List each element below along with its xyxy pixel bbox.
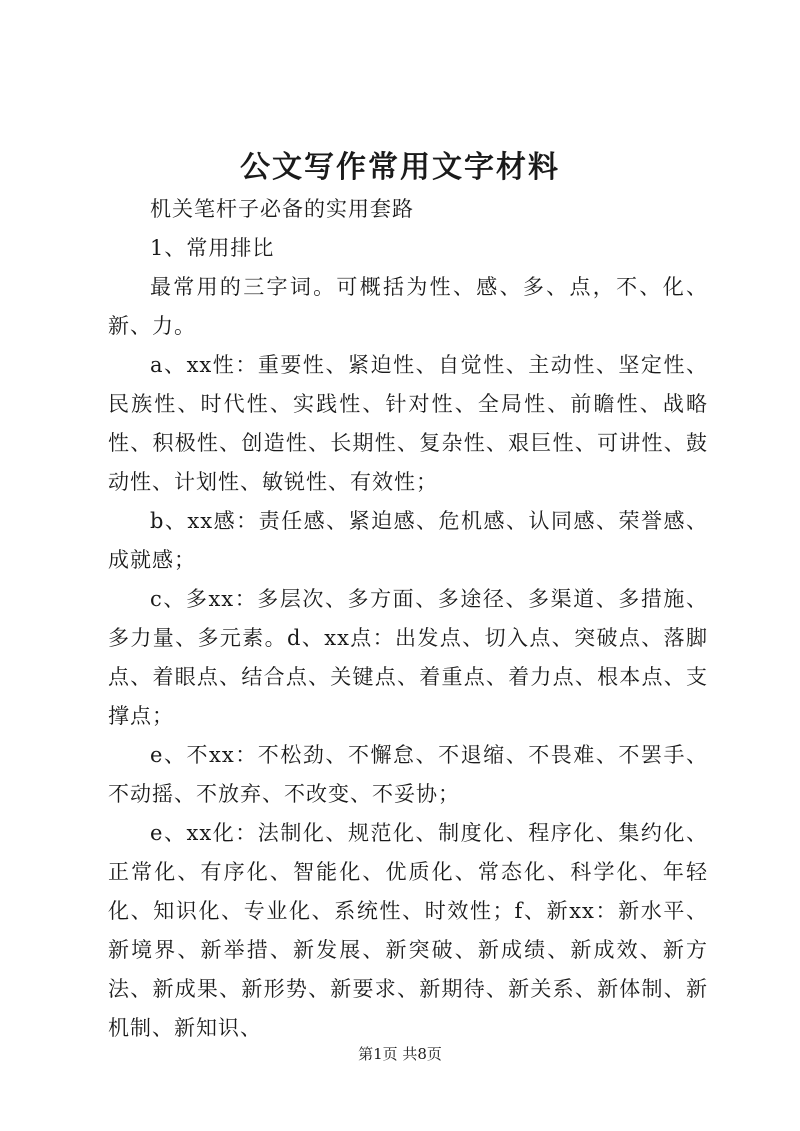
paragraph: a、xx性：重要性、紧迫性、自觉性、主动性、坚定性、民族性、时代性、实践性、针对性、全局性、前瞻性、战略性、积极性、创造性、长期性、复杂性、艰巨性、可讲性、鼓动性、计划性、敏锐性、有效性； (108, 353, 708, 494)
paragraph: e、不xx：不松劲、不懈怠、不退缩、不畏难、不罢手、不动摇、不放弃、不改变、不妥协； (108, 743, 708, 806)
page-footer: 第1页 共8页 (358, 1045, 442, 1063)
paragraph: c、多xx：多层次、多方面、多途径、多渠道、多措施、多力量、多元素。d、xx点：出发点、切入点、突破点、落脚点、着眼点、结合点、关键点、着重点、着力点、根本点、支撑点； (108, 587, 708, 728)
paragraph: b、xx感：责任感、紧迫感、危机感、认同感、荣誉感、成就感； (108, 509, 708, 572)
paragraph: 机关笔杆子必备的实用套路 (150, 197, 414, 221)
paragraph: e、xx化：法制化、规范化、制度化、程序化、集约化、正常化、有序化、智能化、优质化、常态化、科学化、年轻化、知识化、专业化、系统性、时效性；f、新xx：新水平、新境界、新举措、新发展、新突破、新成绩、新成效、新方法、新成果、新形势、新要求、新期待、新关系、新体制、新机制、新知识、 (108, 821, 708, 1040)
document-body (108, 190, 708, 1048)
paragraph: 最常用的三字词。可概括为性、感、多、点，不、化、新、力。 (108, 275, 708, 338)
document-title: 公文写作常用文字材料 (240, 150, 560, 185)
paragraph: 1、常用排比 (150, 236, 275, 260)
